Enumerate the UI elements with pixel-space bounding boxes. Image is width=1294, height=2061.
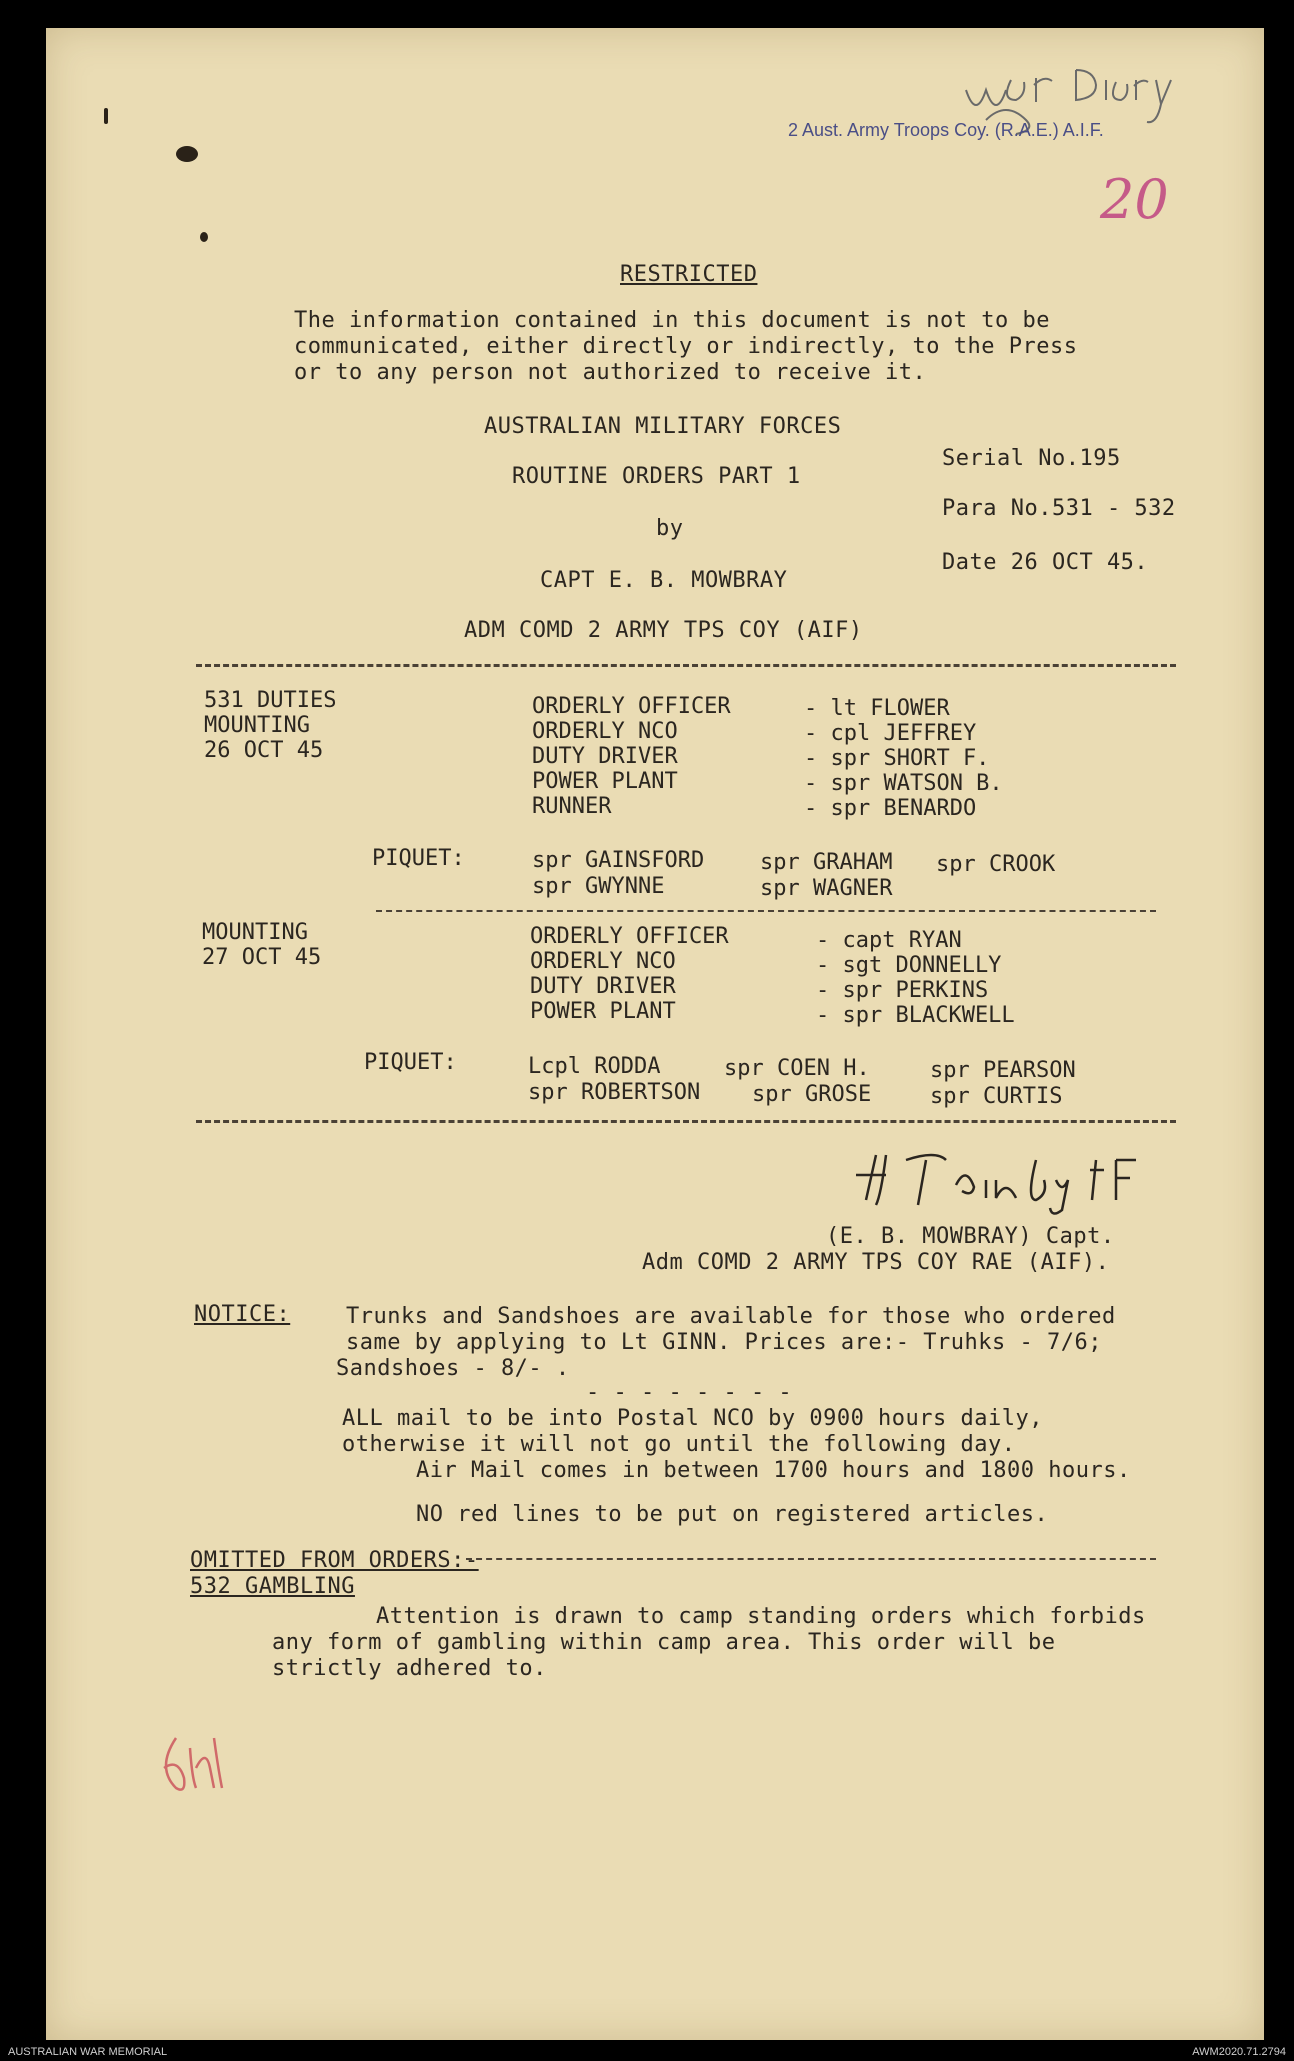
duty-name: - sgt DONNELLY: [816, 953, 1002, 978]
duty-role: ORDERLY NCO: [532, 719, 678, 744]
restricted-notice: [294, 308, 1077, 386]
signature-title: Adm COMD 2 ARMY TPS COY RAE (AIF).: [642, 1250, 1110, 1275]
notice-line: Trunks and Sandshoes are available for those who ordered: [346, 1304, 1116, 1329]
piquet-name: spr CURTIS: [930, 1084, 1063, 1109]
piquet-name: spr PEARSON: [930, 1058, 1076, 1083]
duty-name: - spr BENARDO: [804, 796, 977, 821]
duty-label-line: MOUNTING: [204, 713, 310, 738]
piquet-name: spr COEN H.: [724, 1056, 870, 1081]
section-divider: [466, 1558, 1156, 1560]
section-divider: [196, 1120, 1176, 1123]
gambling-line: any form of gambling within camp area. This order will be: [272, 1630, 1056, 1655]
restricted-line: or to any person not authorized to receive it.: [294, 360, 927, 385]
piquet-name: spr GAINSFORD: [532, 848, 705, 873]
notice-line: Sandshoes - 8/- .: [336, 1356, 570, 1381]
duty-label-line: 26 OCT 45: [204, 738, 324, 763]
command-heading: ADM COMD 2 ARMY TPS COY (AIF): [464, 618, 863, 643]
duty-role: ORDERLY NCO: [530, 949, 676, 974]
gambling-text: [246, 1604, 1146, 1682]
mail-line: ALL mail to be into Postal NCO by 0900 hours daily,: [342, 1406, 1044, 1431]
notice-text: [336, 1304, 1116, 1382]
duty-name: - cpl JEFFREY: [804, 721, 977, 746]
duty-role: POWER PLANT: [530, 999, 676, 1024]
gambling-line: strictly adhered to.: [272, 1656, 547, 1681]
mail-line: Air Mail comes in between 1700 hours and 1800 hours.: [416, 1458, 1131, 1483]
unit-stamp: 2 Aust. Army Troops Coy. (R.A.E.) A.I.F.: [788, 120, 1104, 140]
duty-role: DUTY DRIVER: [532, 744, 678, 769]
gambling-para: 532 GAMBLING: [190, 1574, 355, 1599]
omitted-label: OMITTED FROM ORDERS:-: [190, 1548, 479, 1573]
duty-names: [804, 696, 1003, 821]
red-pencil-initials: [156, 1728, 236, 1808]
duty-role: ORDERLY OFFICER: [530, 924, 729, 949]
piquet-name: spr WAGNER: [760, 876, 893, 901]
order-date: Date 26 OCT 45.: [942, 550, 1149, 575]
duty-label-line: 531 DUTIES: [204, 688, 337, 713]
duty-label: [204, 688, 336, 763]
para-number: Para No.531 - 532: [942, 496, 1176, 521]
piquet-name: spr ROBERTSON: [528, 1080, 701, 1105]
mail-line: otherwise it will not go until the following day.: [342, 1432, 1016, 1457]
duty-name: - lt FLOWER: [804, 696, 950, 721]
duty-name: - capt RYAN: [816, 928, 962, 953]
archive-footer: [0, 2046, 1294, 2061]
duty-label: [202, 920, 321, 970]
restricted-title: RESTRICTED: [620, 262, 758, 287]
duty-name: - spr SHORT F.: [804, 746, 990, 771]
duty-role: DUTY DRIVER: [530, 974, 676, 999]
serial-number: Serial No.195: [942, 446, 1121, 471]
footer-catalogue-number: AWM2020.71.2794: [1192, 2046, 1286, 2058]
restricted-line: The information contained in this document is not to be: [294, 308, 1050, 333]
forces-heading: AUSTRALIAN MILITARY FORCES: [484, 414, 842, 439]
piquet-label: PIQUET:: [364, 1050, 457, 1075]
folio-number: 20: [1100, 168, 1169, 231]
punch-hole: [104, 108, 108, 124]
notice-label: NOTICE:: [194, 1302, 291, 1327]
handwritten-signature: [846, 1140, 1166, 1220]
footer-institution: AUSTRALIAN WAR MEMORIAL: [8, 2046, 168, 2058]
notice-line: same by applying to Lt GINN. Prices are:- Truhks - 7/6;: [346, 1330, 1102, 1355]
document-page: [46, 28, 1264, 2040]
orders-heading: ROUTINE ORDERS PART 1: [512, 464, 801, 489]
piquet-name: spr GRAHAM: [760, 850, 893, 875]
by-text: by: [656, 516, 684, 541]
duty-role: RUNNER: [532, 794, 612, 819]
piquet-label: PIQUET:: [372, 846, 465, 871]
section-divider: [196, 664, 1176, 667]
signature-name: (E. B. MOWBRAY) Capt.: [826, 1224, 1115, 1249]
duty-label-line: MOUNTING: [202, 920, 308, 945]
piquet-name: spr GROSE: [752, 1082, 872, 1107]
duty-role: POWER PLANT: [532, 769, 678, 794]
restricted-line: communicated, either directly or indirectly, to the Press: [294, 334, 1078, 359]
notice-separator: - - - - - - - -: [586, 1380, 793, 1405]
duty-role: ORDERLY OFFICER: [532, 694, 731, 719]
punch-hole: [176, 146, 198, 162]
duty-label-line: 27 OCT 45: [202, 945, 322, 970]
officer-heading: CAPT E. B. MOWBRAY: [540, 568, 788, 593]
piquet-name: spr CROOK: [936, 852, 1056, 877]
punch-hole: [200, 232, 208, 242]
duty-roles: [532, 694, 731, 819]
gambling-line: Attention is drawn to camp standing orders which forbids: [376, 1604, 1146, 1629]
duty-name: - spr WATSON B.: [804, 771, 1003, 796]
piquet-name: Lcpl RODDA: [528, 1054, 661, 1079]
duty-name: - spr PERKINS: [816, 978, 989, 1003]
duty-roles: [530, 924, 729, 1024]
piquet-name: spr GWYNNE: [532, 874, 665, 899]
red-lines-notice: NO red lines to be put on registered articles.: [416, 1502, 1049, 1527]
mail-notice: [342, 1406, 1131, 1484]
duty-name: - spr BLACKWELL: [816, 1003, 1015, 1028]
duty-names: [816, 928, 1015, 1028]
section-divider: [376, 910, 1156, 912]
